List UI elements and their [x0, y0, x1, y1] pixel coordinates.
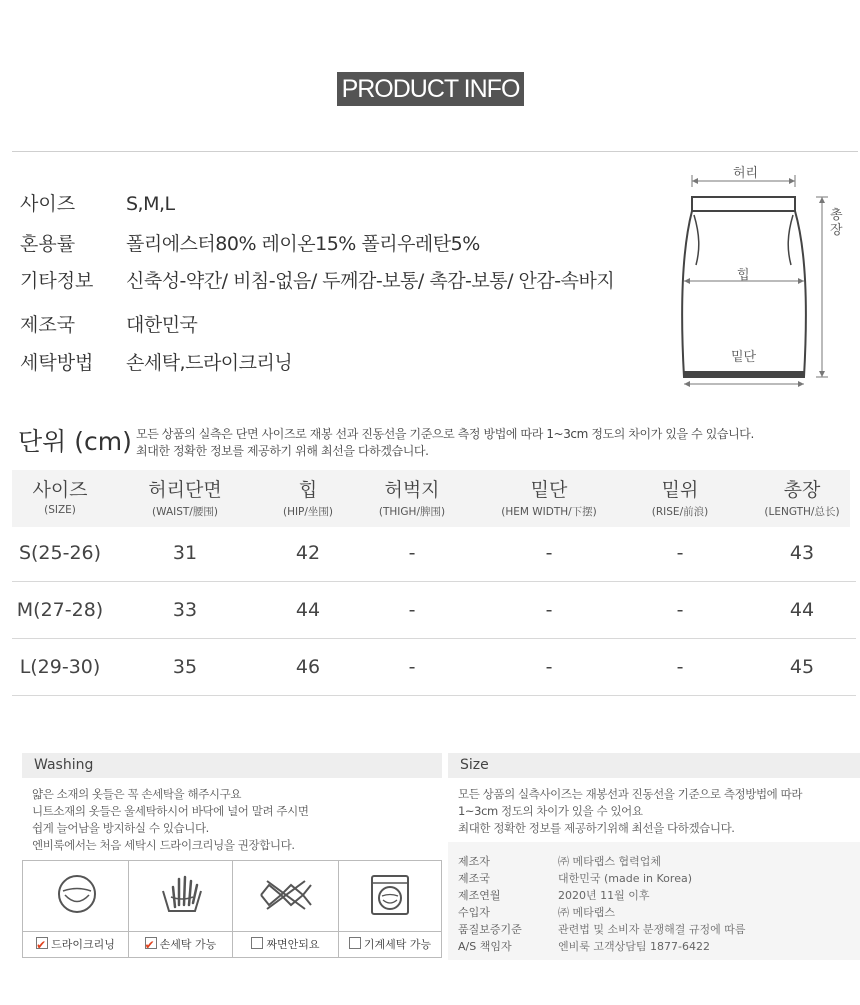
info-key: 혼용률: [20, 233, 76, 255]
info-row-details: [20, 266, 614, 293]
washing-option-label: [233, 931, 338, 958]
washing-text: 엔비룩에서는 처음 세탁시 드라이크리닝을 권장합니다.: [32, 838, 295, 852]
header-thigh: 허벅지: [384, 479, 440, 501]
header-rise-sub: (RISE/前浪): [651, 506, 709, 518]
washing-option-label: [23, 931, 128, 958]
no-wring-icon: [257, 877, 315, 913]
cell-size: S(25-26): [18, 542, 102, 564]
header-hem: 밑단: [530, 479, 568, 501]
header-waist-sub: (WAIST/腰围): [152, 506, 218, 518]
washing-option-label: [339, 931, 441, 958]
header-hip-sub: (HIP/坐围): [282, 506, 334, 518]
info-row-size: [20, 189, 175, 216]
maker-key: 제조자: [458, 855, 490, 868]
page-title: PRODUCT INFO: [337, 72, 524, 106]
cell-length: 45: [789, 656, 815, 678]
size-info-text: 1~3cm 정도의 차이가 있을 수 있어요: [458, 804, 643, 818]
washing-option-label: [129, 931, 232, 958]
size-note: 모든 상품의 실측은 단면 사이즈로 재봉 선과 진동선을 기준으로 측정 방법에 따라 1~3cm 정도의 차이가 있을 수 있습니다.: [136, 427, 754, 441]
cell-hip: 46: [295, 656, 321, 678]
cell-rise: -: [676, 542, 684, 564]
washing-option-dry-clean: [23, 861, 129, 957]
maker-key: 제조연월: [458, 889, 501, 902]
cell-size: L(29-30): [19, 656, 101, 678]
maker-key: 품질보증기준: [458, 923, 522, 936]
cell-thigh: -: [408, 656, 416, 678]
cell-length: 43: [789, 542, 815, 564]
washing-option-machine-wash: [339, 861, 441, 957]
row-divider: [12, 581, 856, 582]
cell-hem: -: [545, 542, 553, 564]
info-value: 신축성-약간/ 비침-없음/ 두께감-보통/ 촉감-보통/ 안감-속바지: [126, 270, 615, 292]
diagram-waist-label: 허리: [733, 166, 759, 181]
info-value: 폴리에스터80% 레이온15% 폴리우레탄5%: [126, 233, 480, 255]
maker-value: 관련법 및 소비자 분쟁해결 규정에 따름: [558, 923, 746, 936]
size-table-header: [12, 470, 850, 527]
divider: [12, 151, 858, 152]
maker-key: 수입자: [458, 906, 490, 919]
info-row-origin: [20, 310, 197, 337]
washing-heading: Washing: [22, 753, 442, 778]
info-row-material: [20, 229, 480, 256]
table-row: [12, 542, 850, 568]
header-rise: 밑위: [661, 479, 699, 501]
washing-text: 얇은 소재의 옷들은 꼭 손세탁을 해주시구요: [32, 787, 242, 801]
washing-option-no-wring: [233, 861, 339, 957]
cell-waist: 31: [172, 542, 198, 564]
size-info-text: 최대한 정확한 정보를 제공하기위해 최선을 다하겠습니다.: [458, 821, 735, 835]
cell-hem: -: [545, 656, 553, 678]
header-size: 사이즈: [32, 479, 88, 501]
table-row: [12, 656, 850, 682]
hand-wash-icon: [159, 871, 205, 917]
size-heading: Size: [448, 753, 860, 778]
dry-clean-icon: [56, 873, 98, 915]
row-divider: [12, 638, 856, 639]
info-value: S,M,L: [126, 193, 175, 215]
header-hem-sub: (HEM WIDTH/下摆): [501, 506, 597, 518]
unit-label: 단위 (cm): [18, 427, 132, 456]
option-text: 짜면안되요: [266, 938, 320, 951]
maker-value: 2020년 11월 이후: [558, 889, 650, 902]
info-key: 기타정보: [20, 270, 94, 292]
cell-thigh: -: [408, 599, 416, 621]
info-value: 손세탁,드라이크리닝: [126, 352, 293, 374]
maker-key: 제조국: [458, 872, 490, 885]
checkbox-checked: [36, 937, 48, 949]
washing-icons-box: [22, 860, 442, 958]
diagram-hem-label: 밑단: [731, 350, 757, 365]
size-note: 최대한 정확한 정보를 제공하기 위해 최선을 다하겠습니다.: [136, 444, 429, 458]
info-row-washing: [20, 348, 292, 375]
option-text: 손세탁 가능: [159, 938, 217, 951]
maker-key: A/S 책임자: [458, 940, 512, 953]
checkbox-checked: [145, 937, 157, 949]
checkbox-unchecked: [349, 937, 361, 949]
info-key: 세탁방법: [20, 352, 94, 374]
size-info-text: 모든 상품의 실측사이즈는 재봉선과 진동선을 기준으로 측정방법에 따라: [458, 787, 803, 801]
maker-value: 대한민국 (made in Korea): [558, 872, 692, 885]
cell-waist: 35: [172, 656, 198, 678]
option-text: 기계세탁 가능: [363, 938, 432, 951]
diagram-hip-label: 힙: [737, 268, 750, 283]
cell-thigh: -: [408, 542, 416, 564]
washing-option-hand-wash: [129, 861, 233, 957]
cell-size: M(27-28): [16, 599, 104, 621]
checkbox-unchecked: [251, 937, 263, 949]
washing-text: 쉽게 늘어남을 방지하실 수 있습니다.: [32, 821, 209, 835]
cell-hem: -: [545, 599, 553, 621]
maker-value: 엔비룩 고객상담팀 1877-6422: [558, 940, 710, 953]
cell-hip: 44: [295, 599, 321, 621]
skirt-measurement-diagram: [670, 155, 860, 390]
machine-wash-icon: [369, 873, 411, 917]
maker-value: ㈜ 메타랩스 협력업체: [558, 855, 662, 868]
header-waist: 허리단면: [148, 479, 222, 501]
maker-value: ㈜ 메타랩스: [558, 906, 616, 919]
table-row: [12, 599, 850, 625]
row-divider: [12, 695, 856, 696]
header-hip: 힙: [298, 479, 318, 501]
header-thigh-sub: (THIGH/脾围): [378, 506, 446, 518]
washing-text: 니트소재의 옷들은 울세탁하시어 바닥에 널어 말려 주시면: [32, 804, 309, 818]
header-size-sub: (SIZE): [44, 504, 76, 516]
header-length-sub: (LENGTH/总长): [764, 506, 840, 518]
diagram-length-label: 총장: [830, 208, 843, 238]
cell-rise: -: [676, 656, 684, 678]
header-length: 총장: [783, 479, 821, 501]
cell-length: 44: [789, 599, 815, 621]
info-key: 제조국: [20, 314, 76, 336]
option-text: 드라이크리닝: [51, 938, 115, 951]
cell-hip: 42: [295, 542, 321, 564]
cell-rise: -: [676, 599, 684, 621]
info-key: 사이즈: [20, 193, 76, 215]
cell-waist: 33: [172, 599, 198, 621]
info-value: 대한민국: [126, 314, 198, 336]
